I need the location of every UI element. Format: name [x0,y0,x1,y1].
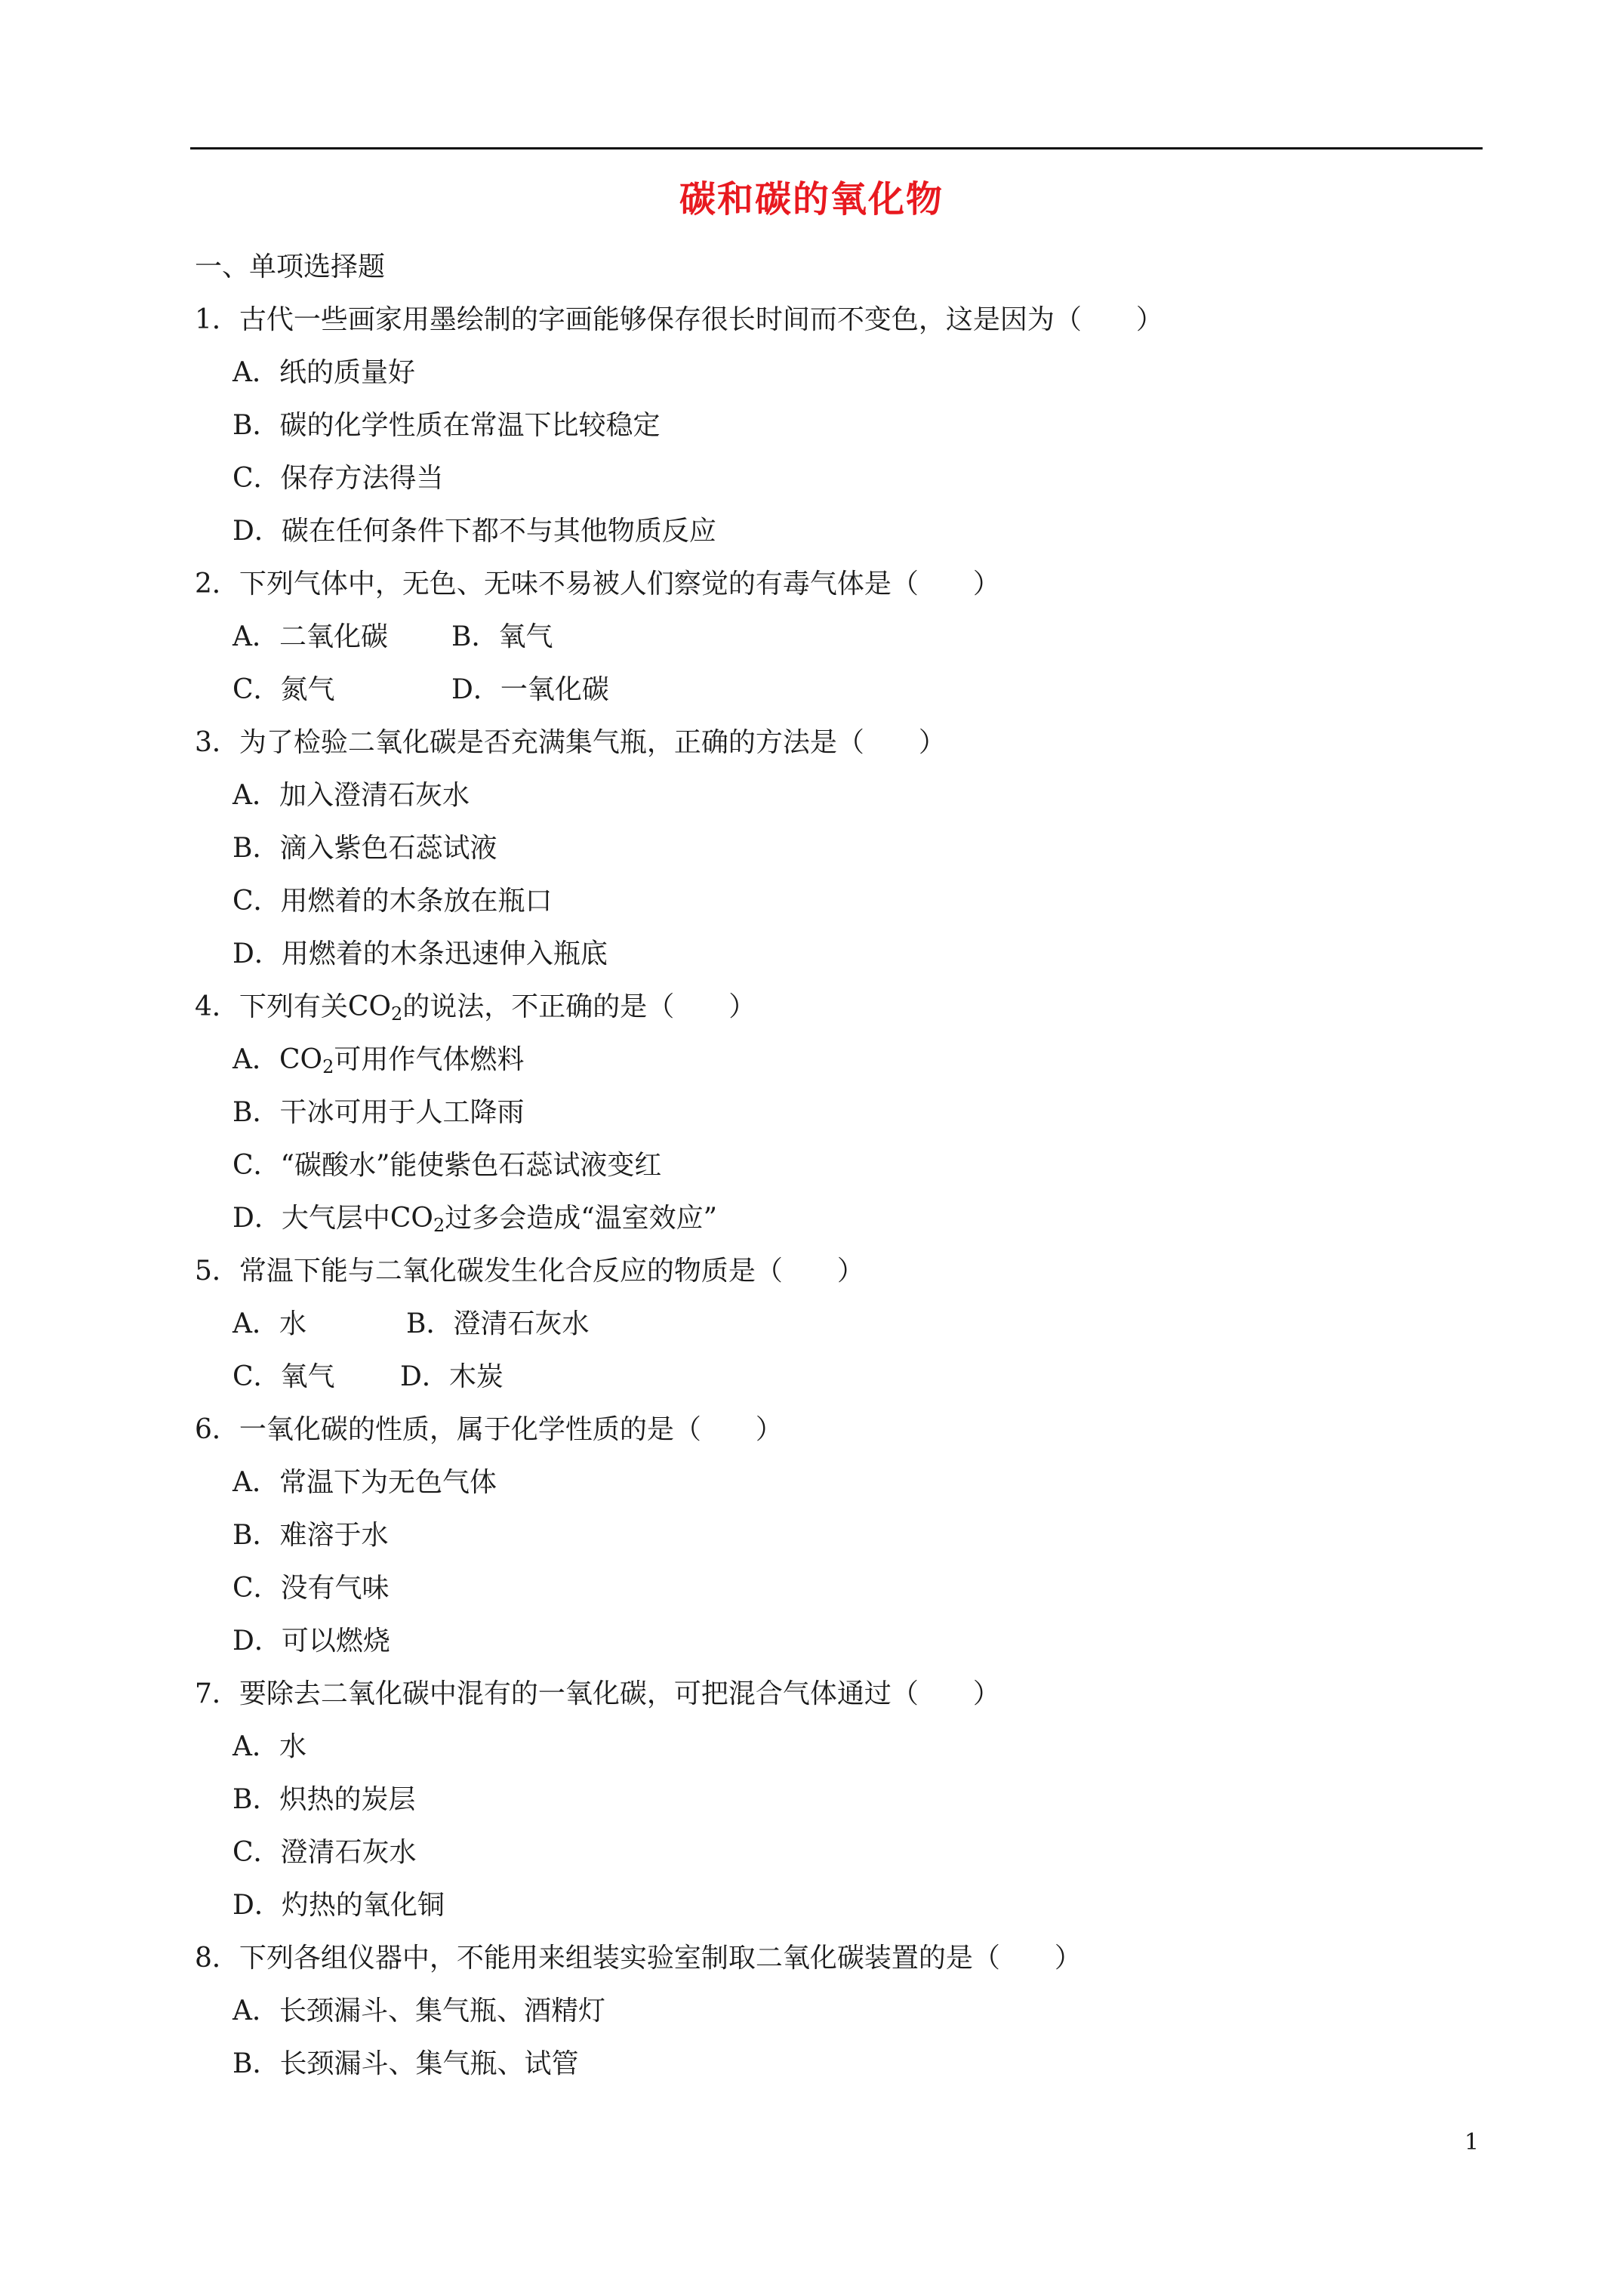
q3-option-a: A．加入澄清石灰水 [233,780,470,811]
q8-option-b: B．长颈漏斗、集气瓶、试管 [233,2048,579,2079]
question-7: 7．要除去二氧化碳中混有的一氧化碳，可把混合气体通过（ ） [195,1678,1000,1709]
q2-option-b: B．氧气 [451,621,553,652]
page-number: 1 [1464,2129,1480,2156]
question-6: 6．一氧化碳的性质，属于化学性质的是（ ） [195,1414,783,1445]
q1-option-c: C．保存方法得当 [233,463,444,494]
question-2: 2．下列气体中，无色、无味不易被人们察觉的有毒气体是（ ） [195,569,1000,599]
q4-option-c: C．“碳酸水”能使紫色石蕊试液变红 [233,1150,662,1181]
q4-d-post: 过多会造成“温室效应” [445,1203,718,1234]
q2-option-c: C．氮气 [233,674,335,705]
q5-option-c: C．氧气 [233,1361,335,1392]
q6-option-d: D．可以燃烧 [233,1626,390,1657]
page-title: 碳和碳的氧化物 [679,178,944,220]
question-5: 5．常温下能与二氧化碳发生化合反应的物质是（ ） [195,1256,864,1287]
q4-option-b: B．干冰可用于人工降雨 [233,1097,525,1128]
q4-stem-pre: 4．下列有关CO [195,991,391,1022]
question-1: 1．古代一些画家用墨绘制的字画能够保存很长时间而不变色，这是因为（ ） [195,304,1163,335]
header-rule [190,147,1483,149]
q3-option-c: C．用燃着的木条放在瓶口 [233,886,553,917]
q3-option-b: B．滴入紫色石蕊试液 [233,833,497,864]
q6-option-a: A．常温下为无色气体 [233,1467,497,1498]
q5-option-a: A．水 [233,1308,306,1339]
q1-option-a: A．纸的质量好 [233,357,415,388]
q2-option-d: D．一氧化碳 [451,674,609,705]
q6-option-c: C．没有气味 [233,1573,390,1604]
question-8: 8．下列各组仪器中，不能用来组装实验室制取二氧化碳装置的是（ ） [195,1943,1082,1974]
q4-option-d [233,1200,717,1237]
q4-a-sub: 2 [322,1056,334,1077]
q2-option-a: A．二氧化碳 [233,621,388,652]
q1-option-d: D．碳在任何条件下都不与其他物质反应 [233,516,716,547]
q4-a-pre: A．CO [233,1044,323,1075]
q5-option-b: B．澄清石灰水 [406,1308,590,1339]
q4-d-pre: D．大气层中CO [233,1203,433,1234]
q4-d-sub: 2 [433,1215,445,1236]
q1-option-b: B．碳的化学性质在常温下比较稳定 [233,410,661,441]
question-3: 3．为了检验二氧化碳是否充满集气瓶，正确的方法是（ ） [195,727,946,758]
q4-a-post: 可用作气体燃料 [334,1044,525,1075]
q7-option-a: A．水 [233,1731,306,1762]
q4-stem-post: 的说法，不正确的是（ ） [402,991,756,1022]
q5-option-d: D．木炭 [400,1361,504,1392]
q4-option-a [233,1042,524,1078]
q7-option-c: C．澄清石灰水 [233,1837,417,1868]
q4-stem-sub: 2 [390,1003,403,1025]
question-4 [195,989,756,1025]
q8-option-a: A．长颈漏斗、集气瓶、酒精灯 [233,1996,605,2026]
q3-option-d: D．用燃着的木条迅速伸入瓶底 [233,938,608,969]
q7-option-d: D．灼热的氧化铜 [233,1890,445,1921]
q7-option-b: B．炽热的炭层 [233,1784,416,1815]
q6-option-b: B．难溶于水 [233,1520,389,1551]
section-heading: 一、单项选择题 [195,251,386,282]
